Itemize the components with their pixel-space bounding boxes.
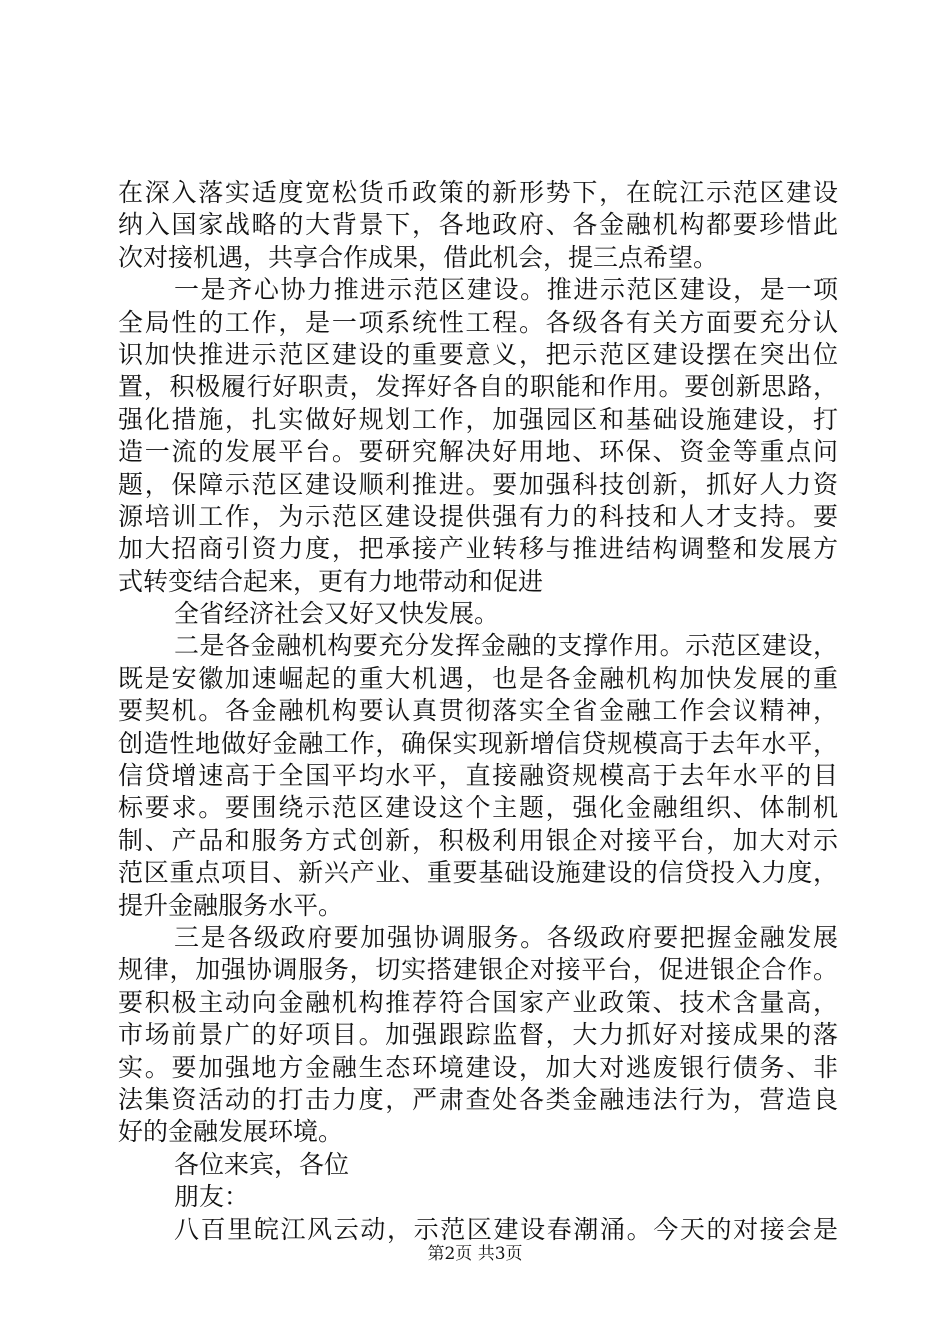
text-line: 提升金融服务水平。 [118,890,344,920]
text-line: 既是安徽加速崛起的重大机遇，也是各金融机构加快发展的重 [118,663,838,693]
text-line: 全省经济社会又好又快发展。 [174,599,500,629]
page-footer: 第2页 共3页 [427,1244,523,1264]
text-line: 式转变结合起来，更有力地带动和促进 [118,566,544,596]
text-line: 创造性地做好金融工作，确保实现新增信贷规模高于去年水平， [118,728,838,758]
text-line: 次对接机遇，共享合作成果，借此机会，提三点希望。 [118,242,719,272]
text-line: 制、产品和服务方式创新，积极利用银企对接平台，加大对示 [118,825,838,855]
text-line: 法集资活动的打击力度，严肃查处各类金融违法行为，营造良 [118,1084,838,1114]
text-line: 二是各金融机构要充分发挥金融的支撑作用。示范区建设， [174,631,838,661]
text-line: 源培训工作，为示范区建设提供强有力的科技和人才支持。要 [118,501,838,531]
text-line: 识加快推进示范区建设的重要意义，把示范区建设摆在突出位 [118,339,838,369]
text-line: 全局性的工作，是一项系统性工程。各级各有关方面要充分认 [118,307,838,337]
text-line: 规律，加强协调服务，切实搭建银企对接平台，促进银企合作。 [118,955,838,985]
text-line: 强化措施，扎实做好规划工作，加强园区和基础设施建设，打 [118,404,838,434]
text-line: 八百里皖江风云动，示范区建设春潮涌。今天的对接会是 [174,1214,838,1244]
text-line: 市场前景广的好项目。加强跟踪监督，大力抓好对接成果的落 [118,1020,838,1050]
text-line: 标要求。要围绕示范区建设这个主题，强化金融组织、体制机 [118,793,838,823]
text-line: 朋友： [174,1182,250,1212]
text-line: 各位来宾，各位 [174,1149,350,1179]
text-line: 要契机。各金融机构要认真贯彻落实全省金融工作会议精神， [118,696,838,726]
text-line: 纳入国家战略的大背景下，各地政府、各金融机构都要珍惜此 [118,210,838,240]
text-line: 题，保障示范区建设顺利推进。要加强科技创新，抓好人力资 [118,469,838,499]
text-line: 造一流的发展平台。要研究解决好用地、环保、资金等重点问 [118,437,838,467]
text-line: 范区重点项目、新兴产业、重要基础设施建设的信贷投入力度， [118,858,838,888]
text-line: 好的金融发展环境。 [118,1117,344,1147]
text-line: 信贷增速高于全国平均水平，直接融资规模高于去年水平的目 [118,761,838,791]
text-line: 实。要加强地方金融生态环境建设，加大对逃废银行债务、非 [118,1052,838,1082]
text-line: 加大招商引资力度，把承接产业转移与推进结构调整和发展方 [118,534,838,564]
text-line: 置，积极履行好职责，发挥好各自的职能和作用。要创新思路， [118,372,838,402]
document-body [118,177,838,1246]
text-line: 三是各级政府要加强协调服务。各级政府要把握金融发展 [174,922,838,952]
text-line: 一是齐心协力推进示范区建设。推进示范区建设，是一项 [174,275,838,305]
text-line: 要积极主动向金融机构推荐符合国家产业政策、技术含量高， [118,987,838,1017]
text-line: 在深入落实适度宽松货币政策的新形势下，在皖江示范区建设 [118,178,838,207]
